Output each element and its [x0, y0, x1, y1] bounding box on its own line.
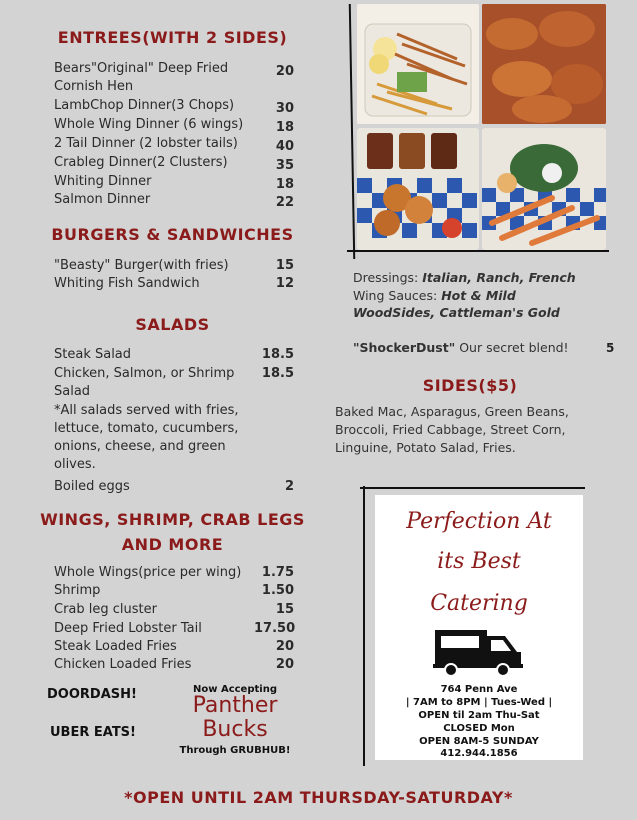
menu-item-price: 20	[275, 639, 294, 654]
food-truck-icon	[433, 622, 525, 678]
frame-line-left	[349, 4, 355, 259]
menu-item-price: 20	[275, 64, 294, 79]
dressings-value: Italian, Ranch, French	[422, 270, 576, 285]
panther-text: Panther	[192, 693, 278, 718]
wing-sauces-value: Hot & Mild	[441, 288, 516, 303]
entrees-heading: ENTREES(WITH 2 SIDES)	[57, 28, 288, 47]
menu-item-name: Steak Salad	[54, 347, 132, 362]
catering-frame-left	[363, 486, 365, 766]
catering-phone: 412.944.1856	[440, 748, 518, 759]
menu-item-name: Whole Wings(price per wing)	[54, 565, 242, 580]
bucks-text: Bucks	[202, 717, 268, 742]
menu-item-price: 18	[275, 120, 294, 135]
menu-item-price: 30	[275, 101, 294, 116]
menu-item-price: 2	[284, 479, 294, 494]
salads-heading: SALADS	[135, 315, 210, 334]
menu-item-name: Whole Wing Dinner (6 wings)	[54, 117, 244, 132]
shockerdust-price: 5	[606, 341, 615, 355]
sides-list: Baked Mac, Asparagus, Green Beans, Broccoli, Fried Cabbage, Street Corn, Linguine, Potato Salad, Fries.	[335, 404, 569, 455]
menu-item-price: 1.50	[261, 583, 294, 598]
now-accepting-label: Now Accepting	[193, 684, 277, 695]
shockerdust-desc: Our secret blend!	[459, 340, 569, 355]
menu-item-price: 22	[275, 195, 294, 210]
menu-item-name: Crab leg cluster	[54, 602, 157, 617]
wing-sauces-label: Wing Sauces:	[353, 288, 438, 303]
menu-item-name: Crableg Dinner(2 Clusters)	[54, 155, 228, 170]
menu-item-name: 2 Tail Dinner (2 lobster tails)	[54, 136, 238, 151]
menu-item-price: 18	[275, 177, 294, 192]
menu-item-name: Salmon Dinner	[54, 192, 151, 207]
salad-note: *All salads served with fries, lettuce, tomato, cucumbers, onions, cheese, and green olives.	[54, 403, 239, 472]
sides-heading: SIDES($5)	[422, 376, 518, 395]
menu-item-price: 40	[275, 139, 294, 154]
menu-item-name: LambChop Dinner(3 Chops)	[54, 98, 235, 113]
menu-item-price: 1.75	[261, 565, 294, 580]
wings-heading-line1: WINGS, SHRIMP, CRAB LEGS	[40, 510, 305, 529]
shockerdust-line	[353, 339, 583, 357]
photo-crab-legs	[482, 128, 606, 250]
photo-fish-fries	[357, 4, 479, 124]
photo-wings	[482, 4, 606, 124]
catering-hours-1: | 7AM to 8PM | Tues-Wed |	[405, 697, 553, 708]
wing-sauces-line-2	[353, 304, 613, 322]
menu-item-name: Boiled eggs	[54, 479, 130, 494]
menu-item-price: 18.5	[261, 366, 294, 381]
menu-item-name: Shrimp	[54, 583, 101, 598]
catering-frame-top	[360, 487, 585, 489]
catering-tagline-1: Perfection At	[406, 509, 552, 534]
menu-item-name: Chicken, Salmon, or Shrimp Salad	[54, 366, 235, 399]
menu-item-name: "Beasty" Burger(with fries)	[54, 258, 229, 273]
menu-item-price: 18.5	[261, 347, 294, 362]
catering-card	[375, 495, 583, 760]
menu-item-price: 17.50	[254, 621, 296, 636]
photo-sauces-nuggets	[357, 128, 479, 250]
catering-tagline-2: its Best	[437, 549, 521, 574]
dressings-label: Dressings:	[353, 270, 419, 285]
uber-eats-label: UBER EATS!	[50, 725, 136, 740]
menu-item-price: 15	[275, 602, 294, 617]
menu-item-name: Deep Fried Lobster Tail	[54, 621, 202, 636]
through-grubhub-label: Through GRUBHUB!	[179, 745, 291, 756]
menu-item-price: 12	[275, 276, 294, 291]
menu-item-name: Whiting Fish Sandwich	[54, 276, 200, 291]
menu-item-name: Whiting Dinner	[54, 174, 152, 189]
menu-item-name: Bears"Original" Deep Fried Cornish Hen	[54, 61, 229, 94]
menu-item-name: Steak Loaded Fries	[54, 639, 177, 654]
doordash-label: DOORDASH!	[47, 687, 137, 702]
frame-line-bottom	[347, 250, 609, 252]
menu-item-price: 20	[275, 657, 294, 672]
catering-tagline-3: Catering	[430, 591, 528, 616]
wing-sauces-value-2: WoodSides, Cattleman's Gold	[353, 305, 560, 320]
wings-heading-line2: AND MORE	[121, 535, 224, 554]
catering-hours-2: OPEN til 2am Thu-Sat	[418, 710, 540, 721]
photo-collage	[347, 4, 609, 256]
burgers-heading: BURGERS & SANDWICHES	[51, 225, 294, 244]
catering-closed: CLOSED Mon	[443, 723, 515, 734]
dressings-line	[353, 269, 613, 287]
menu-item-price: 35	[275, 158, 294, 173]
wing-sauces-line	[353, 287, 613, 305]
catering-sunday: OPEN 8AM-5 SUNDAY	[419, 736, 539, 747]
shockerdust-name: "ShockerDust"	[353, 340, 456, 355]
menu-item-price: 15	[275, 258, 294, 273]
footer-hours-banner: *OPEN UNTIL 2AM THURSDAY-SATURDAY*	[124, 788, 513, 807]
catering-address: 764 Penn Ave	[440, 684, 518, 695]
menu-item-name: Chicken Loaded Fries	[54, 657, 192, 672]
